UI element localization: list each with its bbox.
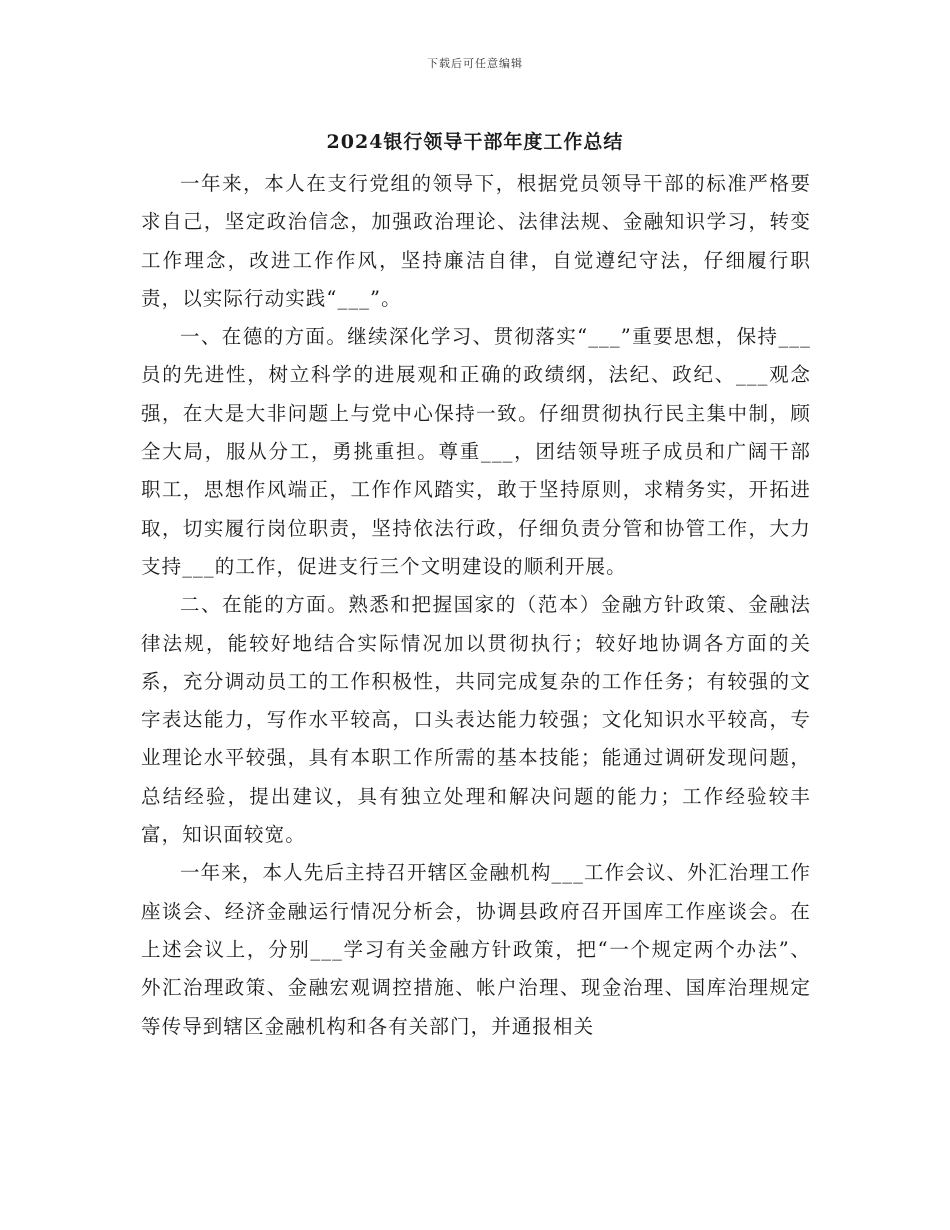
header-note: 下载后可任意编辑: [427, 57, 523, 70]
paragraph-ability: 二、在能的方面。熟悉和把握国家的（范本）金融方针政策、金融法律法规，能较好地结合实际情况加以贯彻执行；较好地协调各方面的关系，充分调动员工的工作积极性，共同完成复杂的工作任务；有较强的文字表达能力，写作水平较高，口头表达能力较强；文化知识水平较高，专业理论水平较强，具有本职工作所需的基本技能；能通过调研发现问题，总结经验，提出建议，具有独立处理和解决问题的能力；工作经验较丰富，知识面较宽。: [141, 593, 811, 847]
document-title: 2024银行领导干部年度工作总结: [326, 131, 624, 153]
paragraph-intro: 一年来，本人在支行党组的领导下，根据党员领导干部的标准严格要求自己，坚定政治信念，加强政治理论、法律法规、金融知识学习，转变工作理念，改进工作作风，坚持廉洁自律，自觉遵纪守法，仔细履行职责，以实际行动实践“___”。: [141, 172, 811, 310]
paragraph-morality: 一、在德的方面。继续深化学习、贯彻落实“___”重要思想，保持___员的先进性，树立科学的进展观和正确的政绩纲，法纪、政纪、___观念强，在大是大非问题上与党中心保持一致。仔细贯彻执行民主集中制，顾全大局，服从分工，勇挑重担。尊重___，团结领导班子成员和广阔干部职工，思想作风端正，工作作风踏实，敢于坚持原则，求精务实，开拓进取，切实履行岗位职责，坚持依法行政，仔细负责分管和协管工作，大力支持___的工作，促进支行三个文明建设的顺利开展。: [141, 325, 811, 578]
document-body: [141, 165, 811, 1046]
paragraph-meetings: 一年来，本人先后主持召开辖区金融机构___工作会议、外汇治理工作座谈会、经济金融运行情况分析会，协调县政府召开国库工作座谈会。在上述会议上，分别___学习有关金融方针政策，把“一个规定两个办法”、外汇治理政策、金融宏观调控措施、帐户治理、现金治理、国库治理规定等传导到辖区金融机构和各有关部门，并通报相关: [141, 861, 811, 1038]
